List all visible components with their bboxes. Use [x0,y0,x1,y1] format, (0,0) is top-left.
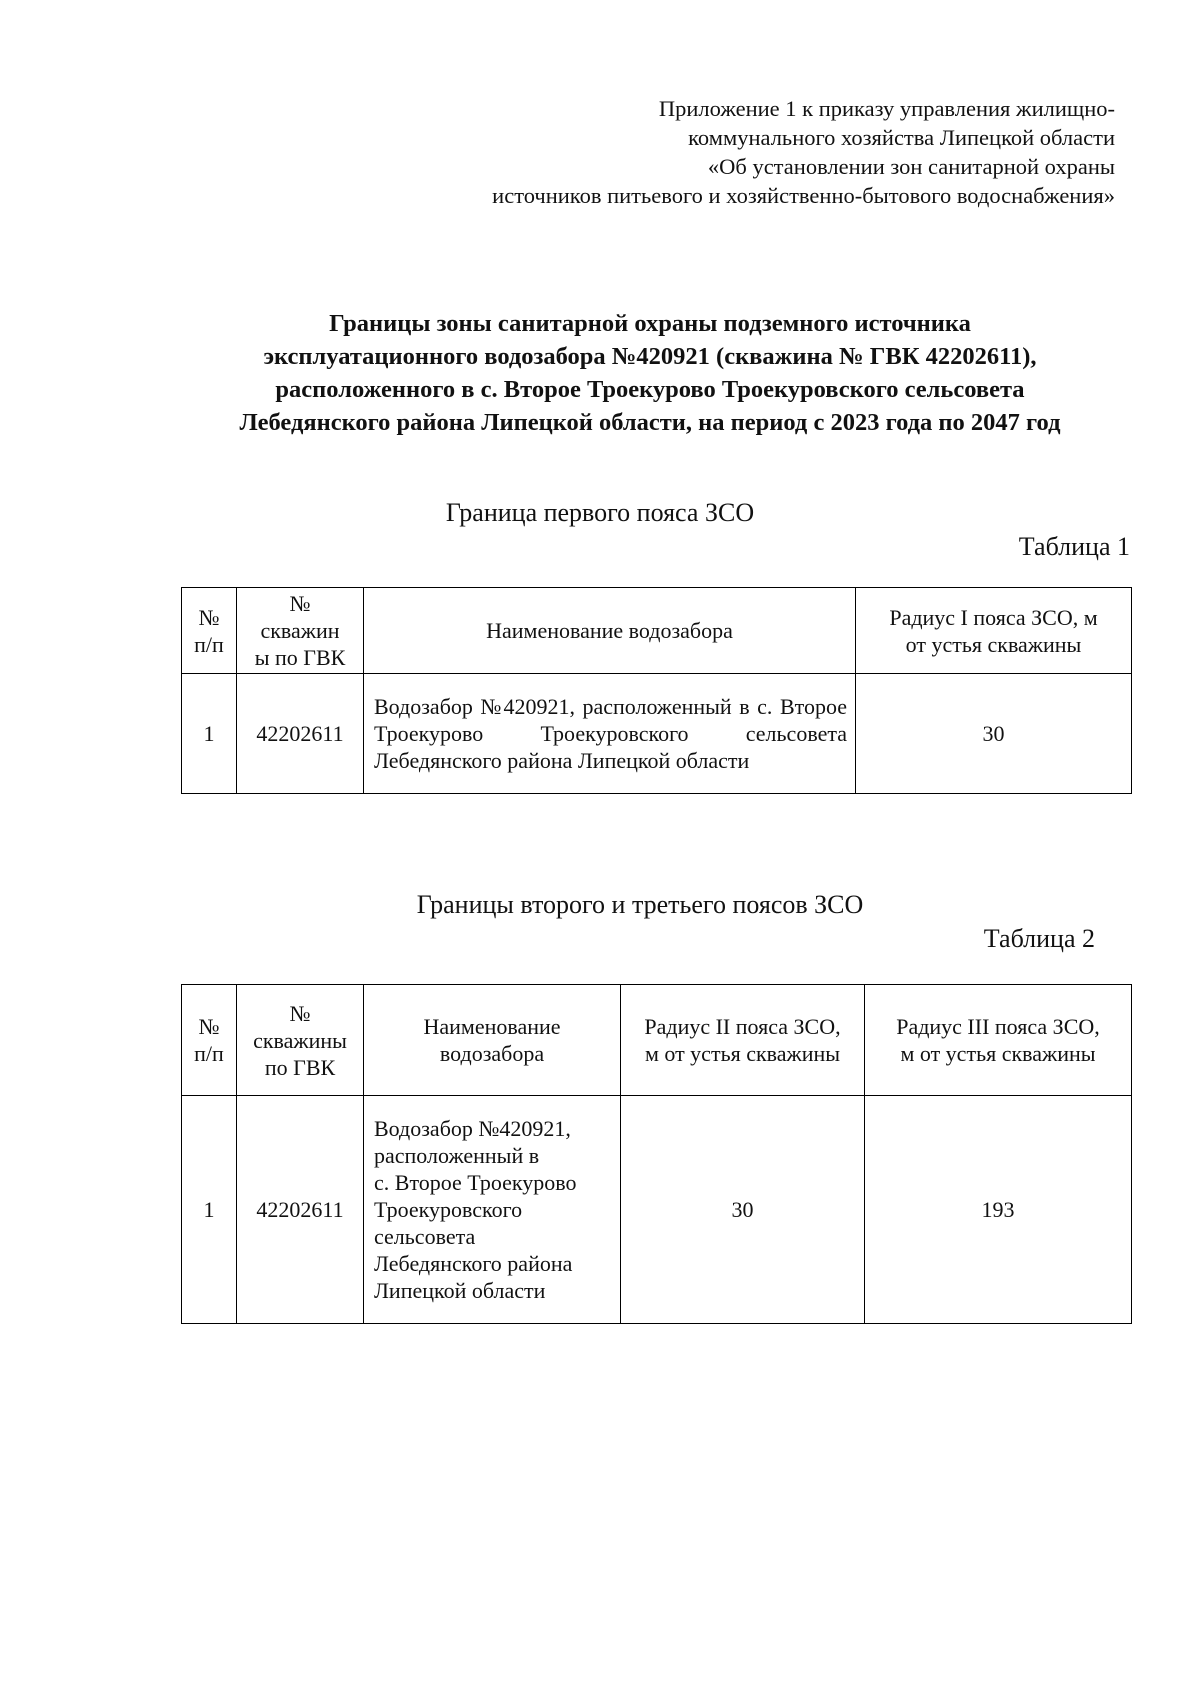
cell-name: Водозабор №420921, расположенный в с. Второе Троекурово Троекуровского сельсовета Лебедянского района Липецкой области [364,674,856,794]
table1-heading: Граница первого пояса ЗСО [445,498,755,527]
table-row [182,674,1132,794]
header-num-line: п/п [194,631,224,657]
header-num-line: № [198,1014,220,1039]
cell-well: 42202611 [237,674,364,794]
header-well-line: № [289,1000,311,1026]
header-well-line: ы по ГВК [254,645,346,670]
header-radius-line: от устья скважины [905,631,1082,657]
header-well [237,588,364,674]
title-line: Границы зоны санитарной охраны подземного источника [329,310,971,337]
header-name-line: Наименование [423,1014,561,1039]
table1 [181,587,1132,794]
header-radius-3-line: Радиус III пояса ЗСО, [896,1014,1100,1039]
header-name [364,985,621,1096]
appendix-header [380,94,1115,210]
header-radius [856,588,1132,674]
table2 [181,984,1132,1324]
appendix-line: Приложение 1 к приказу управления жилищно- [658,96,1115,121]
header-radius-2-line: Радиус II пояса ЗСО, [644,1014,841,1039]
header-well-line: скважин [260,618,340,643]
cell-name-line: Троекуровского [374,1197,523,1222]
header-num [182,588,237,674]
cell-name-line: Лебедянского района [374,1251,573,1276]
cell-name-line: с. Второе Троекурово [374,1170,577,1195]
cell-radius-3: 193 [865,1096,1132,1324]
appendix-line: «Об установлении зон санитарной охраны [707,154,1115,179]
table-row [182,1096,1132,1324]
header-num [182,985,237,1096]
title-line: расположенного в с. Второе Троекурово Троекуровского сельсовета [275,376,1025,403]
header-radius-3 [865,985,1132,1096]
appendix-line: коммунального хозяйства Липецкой области [688,125,1115,150]
header-radius-line: Радиус I пояса ЗСО, м [889,604,1098,630]
title-line: Лебедянского района Липецкой области, на период с 2023 года по 2047 год [239,409,1061,436]
header-well [237,985,364,1096]
table1-number: Таблица 1 [1018,532,1130,561]
header-radius-3-line: м от устья скважины [900,1041,1096,1066]
cell-name-line: Водозабор №420921, [374,1116,571,1141]
header-name-line: водозабора [439,1041,545,1066]
table2-number: Таблица 2 [983,924,1095,953]
table2-header-row [182,985,1132,1096]
cell-radius: 30 [856,674,1132,794]
header-well-line: № [289,591,311,616]
header-num-line: п/п [194,1041,224,1066]
table2-heading: Границы второго и третьего поясов ЗСО [416,890,864,919]
cell-name [364,1096,621,1324]
cell-num: 1 [182,674,237,794]
cell-well: 42202611 [237,1096,364,1324]
header-num-line: № [198,604,220,630]
cell-name-line: Липецкой области [374,1278,546,1303]
header-well-line: по ГВК [264,1054,336,1080]
cell-name-line: расположенный в [374,1143,540,1168]
appendix-line: источников питьевого и хозяйственно-бытового водоснабжения» [492,183,1115,208]
document-title [150,307,1150,439]
cell-name-line: сельсовета [374,1224,476,1249]
table1-header-row [182,588,1132,674]
header-well-line: скважины [253,1027,347,1053]
header-radius-2-line: м от устья скважины [644,1041,841,1066]
header-name: Наименование водозабора [364,588,856,674]
cell-num: 1 [182,1096,237,1324]
header-radius-2 [621,985,865,1096]
cell-radius-2: 30 [621,1096,865,1324]
title-line: эксплуатационного водозабора №420921 (скважина № ГВК 42202611), [263,343,1037,370]
